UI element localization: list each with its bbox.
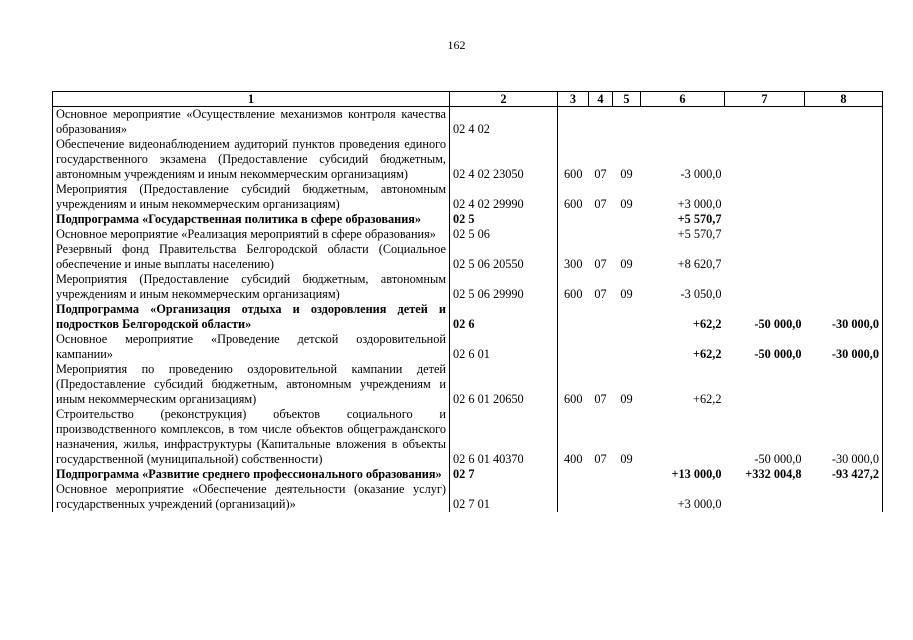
section-cell: 07 [594, 287, 607, 301]
kbk-code-cell: 02 5 06 [450, 227, 558, 242]
kbk-code-cell: 02 6 01 [450, 332, 558, 362]
section-cell [589, 227, 613, 242]
table-header-row [53, 92, 883, 107]
table-row [53, 272, 883, 302]
row-name-cell: Резервный фонд Правительства Белгородской области (Социальное обеспечение и иные выплаты населению) [53, 242, 450, 272]
amount-col8-cell [805, 107, 883, 138]
subsection-cell [613, 302, 641, 332]
expense-type-cell [558, 467, 589, 482]
expense-type-cell: 600 [564, 167, 583, 181]
subsection-cell: 09 [620, 392, 633, 406]
amount-col6-cell: +62,2 [693, 392, 722, 406]
expense-type-cell [558, 227, 589, 242]
amount-col8-cell [805, 182, 883, 212]
amount-col7-cell: -50 000,0 [754, 452, 802, 466]
amount-col6-cell [641, 107, 725, 138]
column-header: 3 [558, 92, 589, 107]
subsection-cell [613, 332, 641, 362]
amount-col8-cell [805, 242, 883, 272]
column-header: 7 [725, 92, 805, 107]
amount-col8-cell: -30 000,0 [805, 407, 883, 467]
amount-col8-cell [805, 272, 883, 302]
amount-col8-cell: -30 000,0 [805, 302, 883, 332]
kbk-code-cell: 02 5 06 29990 [450, 272, 558, 302]
kbk-code-cell: 02 4 02 23050 [450, 137, 558, 182]
amount-col6-cell: +3 000,0 [677, 197, 722, 211]
expense-type-cell [558, 212, 589, 227]
expense-type-cell: 600 [564, 392, 583, 406]
section-cell [589, 212, 613, 227]
subsection-cell: 09 [620, 197, 633, 211]
section-cell: 07 [594, 197, 607, 211]
column-header: 4 [589, 92, 613, 107]
kbk-code-cell: 02 6 01 20650 [450, 362, 558, 407]
subsection-cell [613, 227, 641, 242]
amount-col7-cell [725, 482, 805, 512]
amount-col7-cell [725, 242, 805, 272]
section-cell [589, 332, 613, 362]
amount-col7-cell [725, 212, 805, 227]
table-row [53, 212, 883, 227]
amount-col6-cell: +62,2 [692, 317, 722, 331]
amount-col7-cell [725, 182, 805, 212]
amount-col8-cell: -30 000,0 [805, 332, 883, 362]
amount-col6-cell: +8 620,7 [677, 257, 722, 271]
row-name-cell: Мероприятия по проведению оздоровительной кампании детей (Предоставление субсидий бюджетным, автономным учреждениям и иным некоммерческим организациям) [53, 362, 450, 407]
section-cell: 07 [594, 257, 607, 271]
subsection-cell [613, 482, 641, 512]
table-row [53, 407, 883, 467]
section-cell: 07 [594, 392, 607, 406]
subsection-cell [613, 467, 641, 482]
page-number: 162 [447, 38, 466, 52]
amount-col6-cell: -3 050,0 [680, 287, 722, 301]
table-row [53, 332, 883, 362]
amount-col6-cell: -3 000,0 [680, 167, 722, 181]
section-cell [589, 107, 613, 138]
expense-type-cell [558, 332, 589, 362]
table-row [53, 302, 883, 332]
amount-col8-cell [805, 482, 883, 512]
expense-type-cell: 400 [564, 452, 583, 466]
amount-col6-cell: +13 000,0 [671, 467, 722, 481]
amount-col7-cell [725, 362, 805, 407]
amount-col7-cell [725, 272, 805, 302]
column-header: 2 [450, 92, 558, 107]
section-cell [589, 467, 613, 482]
row-name-cell: Подпрограмма «Развитие среднего профессионального образования» [53, 467, 450, 482]
column-header: 8 [805, 92, 883, 107]
kbk-code-cell: 02 4 02 29990 [450, 182, 558, 212]
amount-col8-cell [805, 137, 883, 182]
expense-type-cell: 600 [564, 197, 583, 211]
row-name-cell: Основное мероприятие «Осуществление механизмов контроля качества образования» [53, 107, 450, 138]
kbk-code-cell: 02 7 01 [450, 482, 558, 512]
section-cell: 07 [594, 167, 607, 181]
table-row [53, 482, 883, 512]
subsection-cell [613, 212, 641, 227]
row-name-cell: Строительство (реконструкция) объектов социального и производственного комплексов, в том числе объектов общегражданского назначения, жилья, инфраструктуры (Капитальные вложения в объекты государственной (муниципальной) собственности) [53, 407, 450, 467]
table-row [53, 242, 883, 272]
amount-col8-cell [805, 227, 883, 242]
section-cell: 07 [594, 452, 607, 466]
table-row [53, 227, 883, 242]
section-cell [589, 482, 613, 512]
expense-type-cell: 600 [564, 287, 583, 301]
amount-col7-cell: -50 000,0 [754, 347, 802, 361]
amount-col8-cell: -93 427,2 [805, 467, 883, 482]
table-row [53, 107, 883, 138]
amount-col7-cell [725, 137, 805, 182]
subsection-cell: 09 [620, 287, 633, 301]
amount-col8-cell [805, 362, 883, 407]
amount-col7-cell: +332 004,8 [745, 467, 802, 481]
section-cell [589, 302, 613, 332]
kbk-code-cell: 02 5 06 20550 [450, 242, 558, 272]
kbk-code-cell: 02 7 [450, 467, 558, 482]
amount-col6-cell [641, 407, 725, 467]
amount-col6-cell: +62,2 [692, 347, 722, 361]
column-header: 6 [641, 92, 725, 107]
subsection-cell: 09 [620, 167, 633, 181]
kbk-code-cell: 02 5 [450, 212, 558, 227]
subsection-cell: 09 [620, 257, 633, 271]
expense-type-cell [558, 302, 589, 332]
amount-col6-cell: +5 570,7 [677, 227, 722, 241]
table-row [53, 467, 883, 482]
column-header: 5 [613, 92, 641, 107]
subsection-cell [613, 107, 641, 138]
row-name-cell: Основное мероприятие «Проведение детской оздоровительной кампании» [53, 332, 450, 362]
budget-table [52, 91, 883, 512]
kbk-code-cell: 02 6 01 40370 [450, 407, 558, 467]
expense-type-cell [558, 107, 589, 138]
row-name-cell: Основное мероприятие «Обеспечение деятельности (оказание услуг) государственных учреждений (организаций)» [53, 482, 450, 512]
subsection-cell: 09 [620, 452, 633, 466]
table-row [53, 362, 883, 407]
row-name-cell: Основное мероприятие «Реализация мероприятий в сфере образования» [53, 227, 450, 242]
amount-col6-cell: +3 000,0 [677, 497, 722, 511]
amount-col7-cell [725, 227, 805, 242]
row-name-cell: Мероприятия (Предоставление субсидий бюджетным, автономным учреждениям и иным некоммерческим организациям) [53, 272, 450, 302]
table-row [53, 182, 883, 212]
row-name-cell: Мероприятия (Предоставление субсидий бюджетным, автономным учреждениям и иным некоммерческим организациям) [53, 182, 450, 212]
amount-col7-cell [725, 107, 805, 138]
row-name-cell: Подпрограмма «Государственная политика в сфере образования» [53, 212, 450, 227]
table-row [53, 137, 883, 182]
row-name-cell: Подпрограмма «Организация отдыха и оздоровления детей и подростков Белгородской области» [53, 302, 450, 332]
amount-col7-cell: -50 000,0 [754, 317, 802, 331]
column-header: 1 [53, 92, 450, 107]
amount-col8-cell [805, 212, 883, 227]
row-name-cell: Обеспечение видеонаблюдением аудиторий пунктов проведения единого государственного экзамена (Предоставление субсидий бюджетным, автономным учреждениям и иным некоммерческим организациям) [53, 137, 450, 182]
kbk-code-cell: 02 6 [450, 302, 558, 332]
amount-col6-cell: +5 570,7 [677, 212, 722, 226]
expense-type-cell [558, 482, 589, 512]
expense-type-cell: 300 [564, 257, 583, 271]
kbk-code-cell: 02 4 02 [450, 107, 558, 138]
